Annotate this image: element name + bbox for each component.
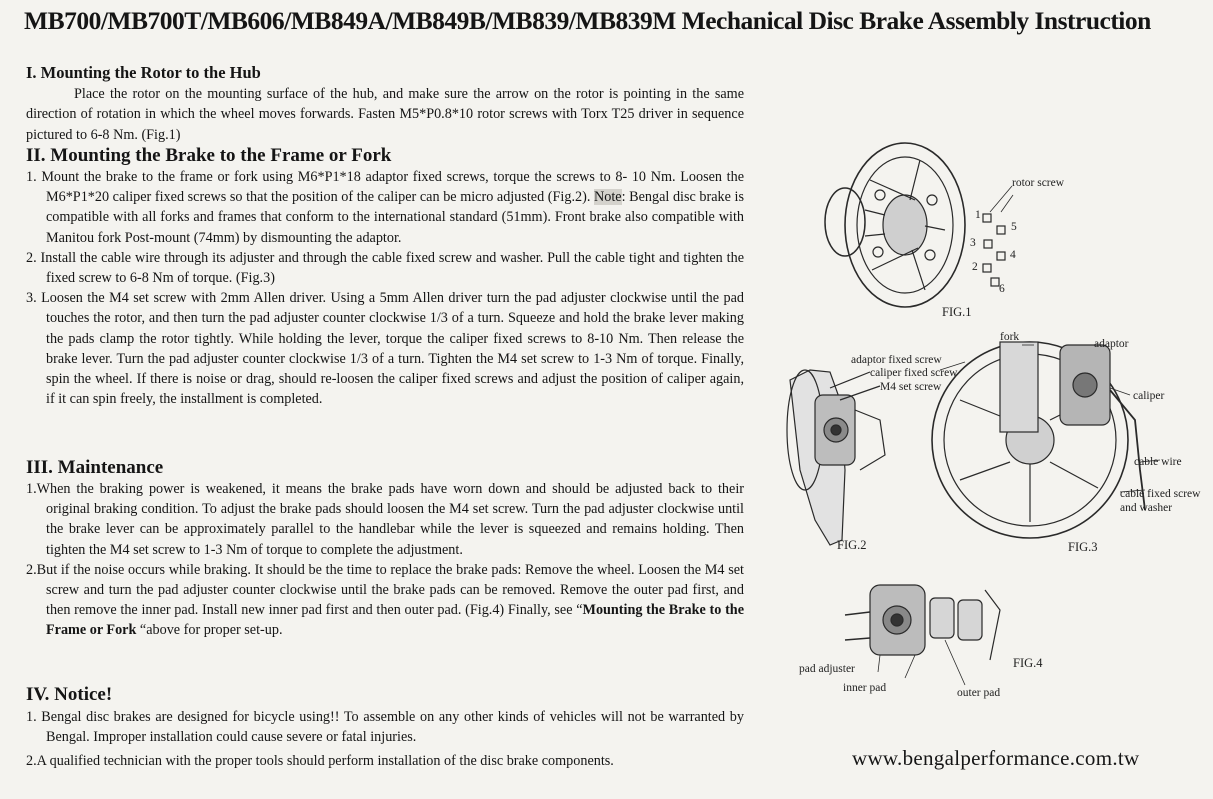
fig1-caption: FIG.1 [942, 305, 972, 319]
section-4-heading: IV. Notice! [26, 684, 113, 705]
fig3-caption: FIG.3 [1068, 540, 1098, 554]
label-rotor-screw: rotor screw [1012, 177, 1065, 189]
fig4-caption: FIG.4 [1013, 656, 1043, 670]
label-adaptor: adaptor [1094, 338, 1129, 350]
section-3-item-2-bold: Mounting the Brake to the Frame or Fork [46, 602, 744, 639]
fig1-seq-3: 3 [970, 237, 976, 249]
label-caliper-fixed-screw: caliper fixed screw [870, 367, 958, 379]
section-2-heading: II. Mounting the Brake to the Frame or Fork [26, 145, 392, 166]
fig1-seq-1: 1 [975, 209, 981, 221]
label-outer-pad: outer pad [957, 687, 1001, 699]
label-caliper: caliper [1133, 390, 1165, 402]
section-4-item-1: 1. Bengal disc brakes are designed for bicycle using!! To assemble on any other kinds of vehicles will not be warranted by Bengal. Improper installation could cause severe or fatal injuries. [26, 709, 744, 746]
fig1-seq-6: 6 [999, 283, 1005, 295]
label-adaptor-fixed-screw: adaptor fixed screw [851, 354, 942, 366]
page-title: MB700/MB700T/MB606/MB849A/MB849B/MB839/MB839M Mechanical Disc Brake Assembly Instruction [24, 6, 1151, 35]
section-4-item-2: 2.A qualified technician with the proper tools should perform installation of the disc brake components. [26, 753, 614, 770]
label-cable-fixed-screw: cable fixed screw [1120, 488, 1201, 500]
section-1-text: Place the rotor on the mounting surface of the hub, and make sure the arrow on the rotor is pointing in the same direction of rotation in which the wheel moves forwards. Fasten M5*P0.8*10 rotor screws with Torx T25 driver in sequence pictured to 6-8 Nm. (Fig.1) [26, 86, 744, 143]
section-3-item-2-text-a: 2.But if the noise occurs while braking. It should be the time to replace the brake pads: Remove the wheel. Loosen the M4 set screw and turn the pad adjuster counter clockwise until the brake pads can be removed. Remove the outer pad first, and then remove the inner pad. Install new inner pad first and then outer pad. (Fig.4) Finally, see “ [26, 561, 744, 619]
fig2-caption: FIG.2 [837, 538, 867, 552]
label-and-washer: and washer [1120, 502, 1173, 514]
fig1-screw-sequence [983, 186, 1012, 286]
fig1-seq-2: 2 [972, 261, 978, 273]
section-2-item-1-text-b: : Bengal disc brake is compatible with all forks and frames that conform to the international standard (51mm). Front brake also compatible with Manitou fork Post-mount (74mm) by dismounting the adaptor. [46, 189, 745, 246]
section-2-item-2: 2. Install the cable wire through its adjuster and through the cable fixed screw and washer. Pull the cable tight and tighten the fixed screw to 6-8 Nm of torque. (Fig.3) [26, 249, 744, 287]
section-2-item-1-text-a: 1. Mount the brake to the frame or fork using M6*P1*18 adaptor fixed screws, torque the screws to 8- 10 Nm. Loosen the M6*P1*20 caliper fixed screws so that the position of the caliper can be micro adjusted (Fig.2). [26, 169, 744, 206]
note-highlight: Note [594, 189, 622, 206]
label-pad-adjuster: pad adjuster [799, 663, 855, 675]
label-inner-pad: inner pad [843, 682, 887, 694]
label-m4-set-screw: M4 set screw [880, 381, 942, 393]
section-2-item-3: 3. Loosen the M4 set screw with 2mm Allen driver. Using a 5mm Allen driver turn the pad adjuster clockwise until the pad touches the rotor, and then turn the pad adjuster counter clockwise 1/3 of a turn. Squeeze and hold the brake lever making the pads clamp the rotor tightly. While holding the lever, torque the caliper fixed screws to 8-10 Nm. Then release the brake lever. Turn the pad adjuster counter clockwise 1/3 of a turn. Tighten the M4 set screw to 1-3 Nm of torque. Finally, spin the wheel. If there is noise or drag, should re-loosen the caliper fixed screws and adjust the position of caliper again, if it can spin freely, the installment is completed. [26, 290, 744, 408]
section-3-item-1: 1.When the braking power is weakened, it means the brake pads have worn down and should be adjusted back to their original braking condition. To adjust the brake pads should loosen the M4 set screw. Turn the pad adjuster clockwise until the brake lever can be approximately parallel to the handlebar while the lever is squeezed and remains holding. Then tighten the M4 set screw to 1-3 Nm of torque to complete the adjustment. [26, 481, 744, 558]
section-3-heading: III. Maintenance [26, 457, 164, 478]
fig2-caliper-drawing [787, 370, 885, 545]
fig3-rotor-drawing [932, 342, 1145, 538]
section-3-item-2-text-b: “above for proper set-up. [136, 622, 283, 639]
fig4-caliper-drawing [845, 585, 1000, 685]
label-cable-wire: cable wire [1134, 456, 1182, 468]
section-1-heading: I. Mounting the Rotor to the Hub [26, 63, 261, 82]
fig1-seq-4: 4 [1010, 249, 1016, 261]
fig1-rotor-drawing [825, 143, 965, 307]
fig1-seq-5: 5 [1011, 221, 1017, 233]
website-url[interactable]: www.bengalperformance.com.tw [852, 746, 1140, 770]
label-fork: fork [1000, 331, 1020, 343]
